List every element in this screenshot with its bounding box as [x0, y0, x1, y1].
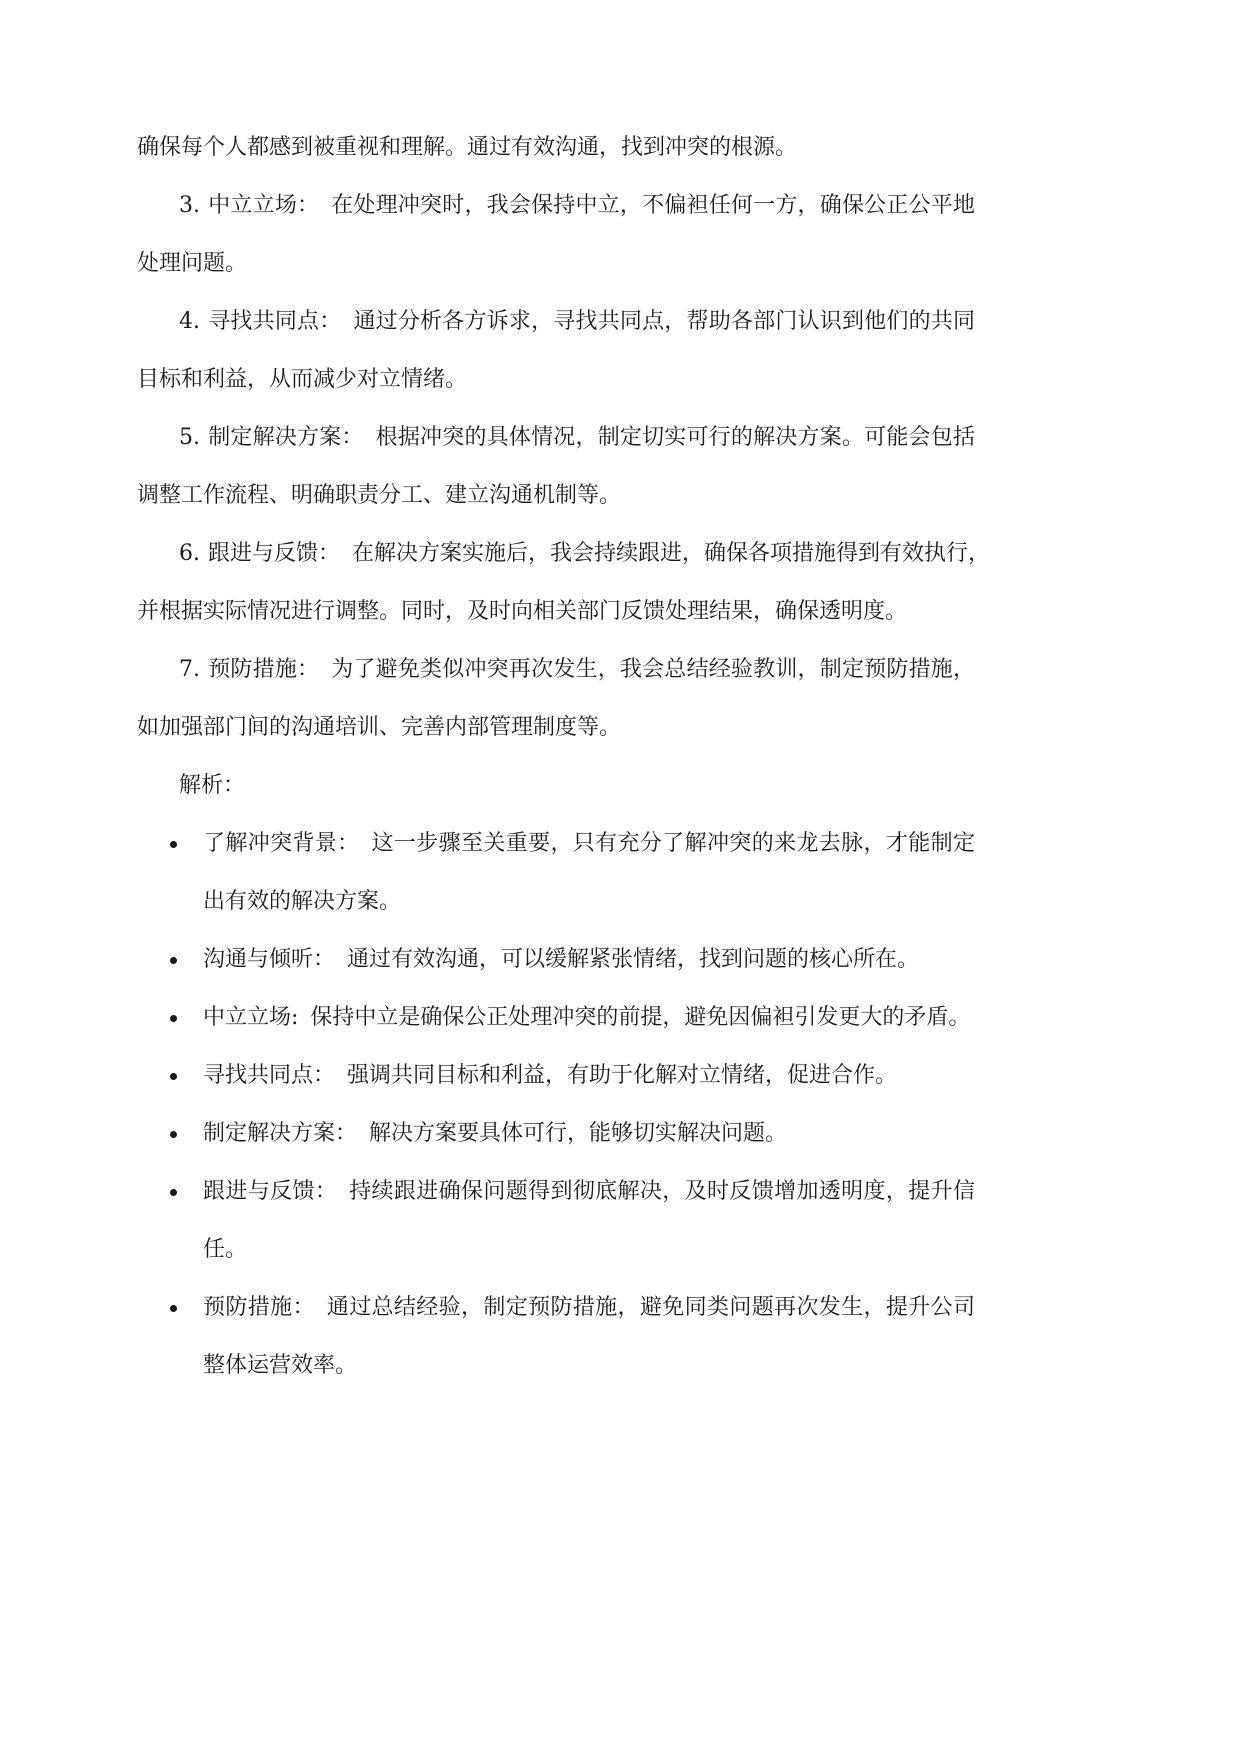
analysis-item-text: 持续跟进确保问题得到彻底解决，及时反馈增加透明度，提升信	[349, 1179, 975, 1204]
step-title: 跟进与反馈：	[208, 541, 341, 566]
analysis-list	[137, 815, 975, 1395]
step-first-line	[137, 293, 975, 351]
analysis-item-text: 通过有效沟通，可以缓解紧张情绪，找到问题的核心所在。	[347, 947, 920, 972]
step-text-continuation: 如加强部门间的沟通培训、完善内部管理制度等。	[137, 715, 622, 740]
bullet-icon	[170, 957, 177, 964]
numbered-step	[137, 409, 975, 525]
step-title: 寻找共同点：	[208, 309, 342, 334]
analysis-item-first-line	[137, 1105, 975, 1163]
document-body	[137, 119, 991, 1395]
bullet-icon	[170, 1073, 177, 1080]
analysis-item	[137, 1105, 975, 1163]
analysis-item-label: 寻找共同点：	[203, 1063, 336, 1088]
step-number: 5.	[179, 425, 200, 450]
analysis-item-continuation: 整体运营效率。	[203, 1353, 358, 1378]
step-number: 3.	[179, 193, 200, 218]
step-text: 在处理冲突时，我会保持中立，不偏袒任何一方，确保公正公平地	[331, 193, 975, 218]
step-title: 预防措施：	[208, 657, 320, 682]
analysis-item-first-line	[137, 1047, 975, 1105]
step-text-continuation: 目标和利益，从而减少对立情绪。	[137, 367, 468, 392]
step-first-line	[137, 525, 991, 583]
analysis-item-text: 这一步骤至关重要，只有充分了解冲突的来龙去脉，才能制定	[371, 831, 975, 856]
step-number: 4.	[179, 309, 200, 334]
analysis-item	[137, 815, 975, 931]
analysis-item	[137, 989, 975, 1047]
analysis-item-label: 跟进与反馈：	[203, 1179, 338, 1204]
analysis-item-text: 保持中立是确保公正处理冲突的前提，避免因偏袒引发更大的矛盾。	[310, 1005, 971, 1030]
step-text-continuation: 调整工作流程、明确职责分工、建立沟通机制等。	[137, 483, 622, 508]
analysis-item-label: 了解冲突背景：	[203, 831, 360, 856]
step-text: 在解决方案实施后，我会持续跟进，确保各项措施得到有效执行，	[352, 541, 991, 566]
step-first-line	[137, 409, 975, 467]
analysis-item-label: 中立立场:	[203, 1005, 299, 1030]
analysis-item-first-line	[137, 1163, 975, 1221]
analysis-item-label: 制定解决方案：	[203, 1121, 358, 1146]
analysis-item	[137, 931, 975, 989]
step-text-continuation: 处理问题。	[137, 251, 248, 276]
analysis-item-first-line	[137, 1279, 975, 1337]
analysis-item-first-line	[137, 815, 975, 873]
analysis-item-text: 强调共同目标和利益，有助于化解对立情绪，促进合作。	[347, 1063, 898, 1088]
step-text: 根据冲突的具体情况，制定切实可行的解决方案。可能会包括	[375, 425, 975, 450]
analysis-item-text: 通过总结经验，制定预防措施，避免同类问题再次发生，提升公司	[326, 1295, 975, 1320]
step-text: 为了避免类似冲突再次发生，我会总结经验教训，制定预防措施，	[331, 657, 975, 682]
bullet-icon	[170, 1131, 177, 1138]
analysis-heading: 解析：	[179, 773, 246, 798]
step-number: 6.	[179, 541, 200, 566]
numbered-step	[137, 293, 975, 409]
analysis-item-continuation: 出有效的解决方案。	[203, 889, 402, 914]
analysis-item-continuation: 任。	[203, 1237, 248, 1262]
analysis-item-label: 沟通与倾听：	[203, 947, 336, 972]
analysis-item-label: 预防措施：	[203, 1295, 315, 1320]
analysis-item-first-line	[137, 989, 975, 1047]
analysis-item	[137, 1163, 975, 1279]
analysis-item-first-line	[137, 931, 975, 989]
continuation-text: 确保每个人都感到被重视和理解。通过有效沟通，找到冲突的根源。	[137, 135, 798, 160]
analysis-item	[137, 1047, 975, 1105]
step-first-line	[137, 641, 975, 699]
numbered-step	[137, 641, 975, 757]
step-first-line	[137, 177, 975, 235]
step-number: 7.	[179, 657, 200, 682]
bullet-icon	[170, 1305, 177, 1312]
bullet-icon	[170, 1015, 177, 1022]
numbered-step	[137, 177, 975, 293]
bullet-icon	[170, 841, 177, 848]
step-title: 中立立场：	[208, 193, 320, 218]
analysis-item	[137, 1279, 975, 1395]
bullet-icon	[170, 1189, 177, 1196]
step-text-continuation: 并根据实际情况进行调整。同时，及时向相关部门反馈处理结果，确保透明度。	[137, 599, 908, 624]
step-text: 通过分析各方诉求，寻找共同点，帮助各部门认识到他们的共同	[353, 309, 975, 334]
analysis-item-text: 解决方案要具体可行，能够切实解决问题。	[369, 1121, 788, 1146]
numbered-step	[137, 525, 991, 641]
step-title: 制定解决方案：	[208, 425, 364, 450]
